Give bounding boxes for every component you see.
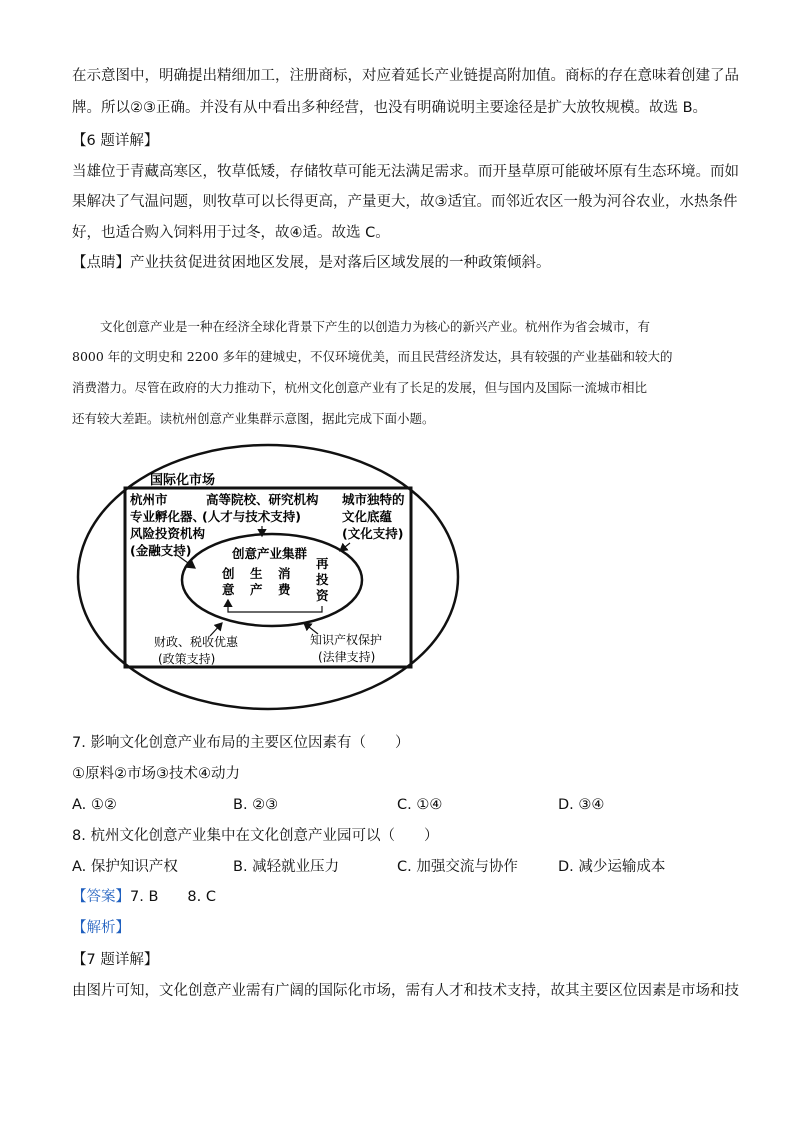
center-top-1: 高等院校、研究机构 xyxy=(206,492,319,507)
left-top-1: 杭州市 xyxy=(130,492,168,507)
bottom-left-1: 财政、税收优惠 xyxy=(154,635,239,649)
cycle-zi: 资 xyxy=(316,588,329,603)
left-top-3: 风险投资机构 xyxy=(130,526,206,541)
q7-stem: 7. 影响文化创意产业布局的主要区位因素有（ ） xyxy=(72,735,410,751)
q7-explanation-line: 由图片可知，文化创意产业需有广阔的国际化市场，需有人才和技术支持，故其主要区位因素是市场和技 xyxy=(72,983,739,999)
cycle-xiao: 消 xyxy=(278,566,291,581)
outer-ellipse xyxy=(78,445,458,709)
dianjing-text: 产业扶贫促进贫困地区发展，是对落后区域发展的一种政策倾斜。 xyxy=(130,255,551,271)
q7-items: ①原料②市场③技术④动力 xyxy=(72,766,240,782)
bottom-right-2: (法律支持) xyxy=(318,650,376,664)
q6-line-1: 当雄位于青藏高寒区，牧草低矮，存储牧草可能无法满足需求。而开垦草原可能破坏原有生态环境。而如 xyxy=(72,164,739,180)
right-top-2: 文化底蕴 xyxy=(342,509,393,524)
passage-line-3: 消费潜力。尽管在政府的大力推动下，杭州文化创意产业有了长足的发展，但与国内及国际一流城市相比 xyxy=(72,380,648,395)
passage-line-1: 文化创意产业是一种在经济全球化背景下产生的以创造力为核心的新兴产业。杭州作为省会城市，有 xyxy=(100,319,651,334)
dianjing-tag: 【点睛】 xyxy=(72,255,130,271)
q7-option-b[interactable]: B. ②③ xyxy=(233,797,279,813)
bottom-right-1: 知识产权保护 xyxy=(310,633,383,647)
cluster-title: 创意产业集群 xyxy=(232,546,308,561)
arrow-culture xyxy=(340,543,350,551)
explanation-line-2: 牌。所以②③正确。并没有从中看出多种经营，也没有明确说明主要途径是扩大放牧规模。故选 B。 xyxy=(72,100,708,116)
cycle-chuang: 创 xyxy=(222,566,235,581)
center-top-2: (人才与技术支持) xyxy=(202,509,301,524)
analysis-tag: 【解析】 xyxy=(72,920,130,936)
q6-heading: 【6 题详解】 xyxy=(72,133,159,149)
dianjing-line xyxy=(72,253,551,273)
right-top-1: 城市独特的 xyxy=(342,492,405,507)
creative-cluster-diagram xyxy=(0,438,793,738)
q7-heading: 【7 题详解】 xyxy=(72,952,159,968)
q8-option-b[interactable]: B. 减轻就业压力 xyxy=(233,859,340,875)
q7-option-a[interactable]: A. ①② xyxy=(72,797,117,813)
market-label: 国际化市场 xyxy=(150,473,216,488)
answer-line xyxy=(72,887,216,907)
bottom-left-2: (政策支持) xyxy=(158,652,216,666)
q8-option-d[interactable]: D. 减少运输成本 xyxy=(558,859,666,875)
passage-line-2: 8000 年的文明史和 2200 多年的建城史，不仅环境优美，而且民营经济发达，具有较强的产业基础和较大的 xyxy=(72,349,673,364)
q6-line-2: 果解决了气温问题，则牧草可以长得更高，产量更大，故③适宜。而邻近农区一般为河谷农业，水热条件 xyxy=(72,194,738,210)
explanation-line-1: 在示意图中，明确提出精细加工，注册商标，对应着延长产业链提高附加值。商标的存在意味着创建了品 xyxy=(72,68,739,84)
q8-stem: 8. 杭州文化创意产业集中在文化创意产业园可以（ ） xyxy=(72,828,439,844)
cycle-tou: 投 xyxy=(316,572,329,587)
answer-text: 7. B 8. C xyxy=(130,889,216,905)
q8-option-a[interactable]: A. 保护知识产权 xyxy=(72,859,178,875)
q7-option-d[interactable]: D. ③④ xyxy=(558,797,605,813)
left-top-2: 专业孵化器、 xyxy=(130,509,206,524)
cycle-zai: 再 xyxy=(316,556,329,571)
cycle-fei: 费 xyxy=(278,582,291,597)
q8-option-c[interactable]: C. 加强交流与协作 xyxy=(397,859,518,875)
right-top-3: (文化支持) xyxy=(342,526,404,541)
cycle-yi: 意 xyxy=(222,582,235,597)
cycle-chan: 产 xyxy=(250,582,263,597)
answer-tag: 【答案】 xyxy=(72,889,130,905)
left-top-4: (金融支持) xyxy=(130,543,192,558)
q6-line-3: 好，也适合购入饲料用于过冬，故④适。故选 C。 xyxy=(72,225,390,241)
cycle-return-arrow xyxy=(228,600,322,612)
cycle-sheng: 生 xyxy=(250,566,263,581)
q7-option-c[interactable]: C. ①④ xyxy=(397,797,443,813)
passage-line-4: 还有较大差距。读杭州创意产业集群示意图，据此完成下面小题。 xyxy=(72,411,435,426)
